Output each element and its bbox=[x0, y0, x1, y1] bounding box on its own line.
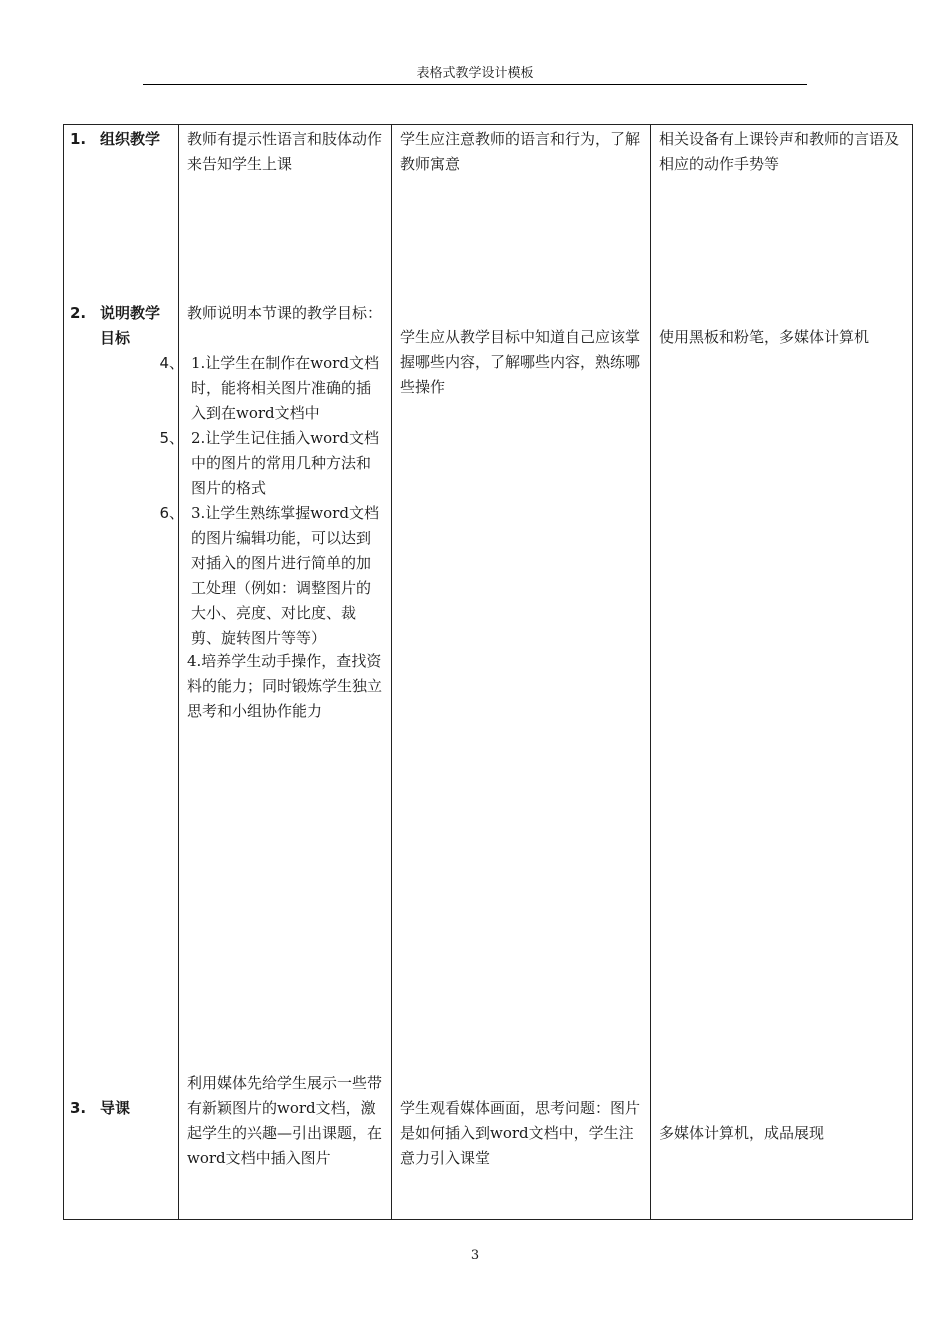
stage-3 bbox=[64, 1096, 172, 1121]
page-header-title: 表格式教学设计模板 bbox=[416, 66, 534, 81]
page-number: 3 bbox=[470, 1248, 480, 1263]
lesson-design-table bbox=[63, 124, 913, 1220]
media-column bbox=[651, 125, 913, 1220]
student-activity-1: 学生应注意教师的语言和行为，了解教师寓意 bbox=[400, 130, 641, 173]
goal-marker-row bbox=[64, 501, 184, 576]
goal-text-2: 2.让学生记住插入word文档中的图片的常用几种方法和图片的格式 bbox=[191, 429, 379, 497]
stage-column bbox=[64, 125, 184, 1220]
stage-label-line2: 目标 bbox=[100, 329, 131, 347]
stage-label: 导课 bbox=[100, 1099, 131, 1117]
goal-marker-row bbox=[64, 426, 184, 501]
student-activity-3: 学生观看媒体画面，思考问题：图片是如何插入到word文档中，学生注意力引入课堂 bbox=[400, 1099, 641, 1167]
stage-number: 2. bbox=[70, 304, 87, 322]
stage-label-line1: 说明教学 bbox=[100, 304, 161, 322]
media-3: 多媒体计算机，成品展现 bbox=[659, 1124, 825, 1142]
goal-text-4: 4.培养学生动手操作，查找资料的能力；同时锻炼学生独立思考和小组协作能力 bbox=[187, 652, 383, 720]
student-activity-2: 学生应从教学目标中知道自己应该掌握哪些内容，了解哪些内容，熟练哪些操作 bbox=[400, 328, 641, 396]
stage-label: 组织教学 bbox=[100, 130, 161, 148]
goal-marker: 6、 bbox=[159, 504, 184, 522]
table-row bbox=[64, 125, 913, 1220]
stage-number: 1. bbox=[70, 130, 87, 148]
stage-label bbox=[100, 301, 170, 351]
goal-text-3: 3.让学生熟练掌握word文档的图片编辑功能，可以达到对插入的图片进行简单的加工处理（例如：调整图片的大小、亮度、对比度、裁剪、旋转图片等等） bbox=[191, 504, 379, 647]
teacher-activity-2-intro: 教师说明本节课的教学目标： bbox=[187, 304, 383, 322]
teacher-column bbox=[179, 125, 392, 1220]
teacher-activity-1: 教师有提示性语言和肢体动作来告知学生上课 bbox=[187, 130, 383, 173]
student-column bbox=[392, 125, 651, 1220]
media-2: 使用黑板和粉笔，多媒体计算机 bbox=[659, 328, 870, 346]
page-header bbox=[143, 66, 807, 85]
goal-marker: 5、 bbox=[159, 429, 184, 447]
stage-number: 3. bbox=[70, 1099, 87, 1117]
media-1: 相关设备有上课铃声和教师的言语及相应的动作手势等 bbox=[659, 130, 900, 173]
stage-2 bbox=[64, 301, 172, 351]
goal-marker-row bbox=[64, 351, 184, 426]
goal-marker: 4、 bbox=[159, 354, 184, 372]
goal-text-1: 1.让学生在制作在word文档时，能将相关图片准确的插入到在word文档中 bbox=[191, 354, 379, 422]
stage-1 bbox=[64, 127, 172, 152]
teacher-activity-3: 利用媒体先给学生展示一些带有新颖图片的word文档，激起学生的兴趣—引出课题，在word文档中插入图片 bbox=[187, 1074, 383, 1167]
goal-markers bbox=[64, 351, 184, 576]
